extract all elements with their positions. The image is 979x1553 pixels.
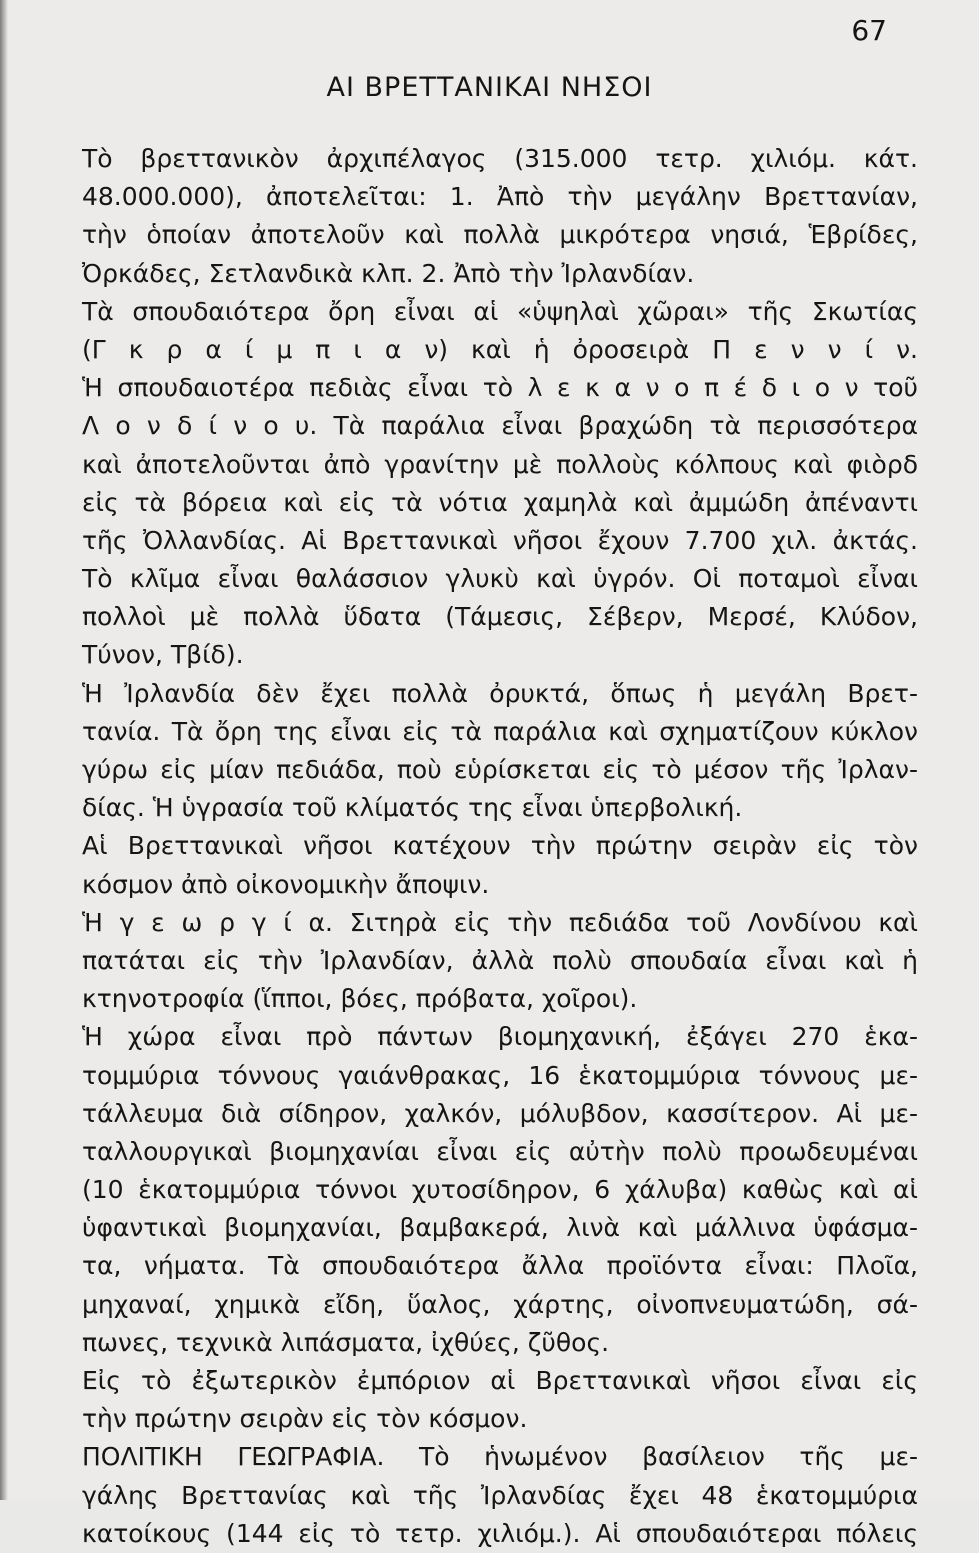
text-line: κόσμον ἀπὸ οἰκονομικὴν ἄποψιν. [82, 869, 490, 899]
text-line: τανία. Τὰ ὄρη της εἶναι εἰς τὰ παράλια καὶ σχηματίζουν κύκλον [82, 716, 918, 746]
text-line: τάλλευμα διὰ σίδηρον, χαλκόν, μόλυβδον, κασσίτερον. Αἱ με- [82, 1098, 918, 1128]
text-line: Τὸ βρεττανικὸν ἀρχιπέλαγος (315.000 τετρ. χιλιόμ. κάτ. [82, 144, 918, 173]
text-line: πολλοὶ μὲ πολλὰ ὕδατα (Τάμεσις, Σέβερν, Μερσέ, Κλύδον, [82, 602, 918, 632]
page-number: 67 [851, 14, 887, 47]
text-line: ὑφαντικαὶ βιομηχανίαι, βαμβακερά, λινὰ καὶ μάλλινα ὑφάσμα- [82, 1213, 918, 1243]
text-line: γάλης Βρεττανίας καὶ τῆς Ἰρλανδίας ἔχει 48 ἑκατομμύρια [82, 1480, 918, 1510]
page-edge-shadow [0, 0, 8, 1500]
text-line: τομμύρια τόννους γαιάνθρακας, 16 ἑκατομμύρια τόννους με- [82, 1060, 918, 1090]
text-line: τὴν πρώτην σειρὰν εἰς τὸν κόσμον. [82, 1404, 528, 1434]
chapter-title: ΑΙ ΒΡΕΤΤΑΝΙΚΑΙ ΝΗΣΟΙ [326, 72, 653, 103]
text-line: Ἡ Ἰρλανδία δὲν ἔχει πολλὰ ὀρυκτά, ὅπως ἡ μεγάλη Βρετ- [82, 678, 918, 708]
text-line: Αἱ Βρεττανικαὶ νῆσοι κατέχουν τὴν πρώτην σειρὰν εἰς τὸν [82, 831, 918, 861]
text-line: Τύνον, Τβίδ). [82, 640, 244, 670]
text-line: τα, νήματα. Τὰ σπουδαιότερα ἄλλα προϊόντα εἶναι: Πλοῖα, [82, 1251, 918, 1281]
text-line: (10 ἑκατομμύρια τόννοι χυτοσίδηρον, 6 χάλυβα) καθὼς καὶ αἱ [82, 1175, 918, 1205]
text-line: Ἡ γ ε ω ρ γ ί α. Σιτηρὰ εἰς τὴν πεδιάδα τοῦ Λονδίνου καὶ [82, 907, 918, 937]
text-line: μηχαναί, χημικὰ εἴδη, ὕαλος, χάρτης, οἰνοπνευματώδη, σά- [82, 1289, 918, 1319]
text-line: γύρω εἰς μίαν πεδιάδα, ποὺ εὑρίσκεται εἰς τὸ μέσον τῆς Ἰρλαν- [82, 755, 918, 784]
text-line: Τὸ κλῖμα εἶναι θαλάσσιον γλυκὺ καὶ ὑγρόν. Οἱ ποταμοὶ εἶναι [82, 564, 918, 594]
body-text [82, 140, 918, 1553]
text-line: (Γ κ ρ α ί μ π ι α ν) καὶ ἡ ὀροσειρὰ Π ε ν ν ί ν. [82, 334, 918, 364]
text-line: 48.000.000), ἀποτελεῖται: 1. Ἀπὸ τὴν μεγάλην Βρεττανίαν, [82, 182, 918, 212]
text-line: πωνες, τεχνικὰ λιπάσματα, ἰχθύες, ζῦθος. [82, 1327, 610, 1357]
text-line: τῆς Ὀλλανδίας. Αἱ Βρεττανικαὶ νῆσοι ἔχουν 7.700 χιλ. ἀκτάς. [82, 525, 918, 555]
text-line: Ἡ σπουδαιοτέρα πεδιὰς εἶναι τὸ λ ε κ α ν ο π έ δ ι ο ν τοῦ [82, 373, 918, 403]
text-line: εἰς τὰ βόρεια καὶ εἰς τὰ νότια χαμηλὰ καὶ ἀμμώδη ἀπέναντι [82, 487, 918, 517]
text-line: πατάται εἰς τὴν Ἰρλανδίαν, ἀλλὰ πολὺ σπουδαία εἶναι καὶ ἡ [82, 945, 918, 975]
text-line: ταλλουργικαὶ βιομηχανίαι εἶναι εἰς αὐτὴν πολὺ προωδευμέναι [82, 1136, 918, 1166]
text-line: τὴν ὁποίαν ἀποτελοῦν καὶ πολλὰ μικρότερα νησιά, Ἑβρίδες, [82, 220, 918, 250]
text-line: Εἰς τὸ ἐξωτερικὸν ἐμπόριον αἱ Βρεττανικαὶ νῆσοι εἶναι εἰς [82, 1366, 918, 1395]
text-line: καὶ ἀποτελοῦνται ἀπὸ γρανίτην μὲ πολλοὺς κόλπους καὶ φιὸρδ [82, 449, 918, 479]
text-line: Ἡ χώρα εἶναι πρὸ πάντων βιομηχανική, ἐξάγει 270 ἑκα- [82, 1022, 918, 1052]
text-line: Λ ο ν δ ί ν ο υ. Τὰ παράλια εἶναι βραχώδη τὰ περισσότερα [82, 411, 918, 441]
text-line: Ὀρκάδες, Σετλανδικὰ κλπ. 2. Ἀπὸ τὴν Ἰρλανδίαν. [82, 258, 695, 288]
text-line: Τὰ σπουδαιότερα ὄρη εἶναι αἱ «ὑψηλαὶ χῶραι» τῆς Σκωτίας [82, 296, 918, 326]
text-line: κατοίκους (144 εἰς τὸ τετρ. χιλιόμ.). Αἱ σπουδαιότεραι πόλεις [82, 1518, 918, 1548]
text-line: κτηνοτροφία (ἵπποι, βόες, πρόβατα, χοῖροι). [82, 984, 638, 1014]
text-line: δίας. Ἡ ὑγρασία τοῦ κλίματός της εἶναι ὑπερβολική. [82, 793, 743, 823]
text-line: ΠΟΛΙΤΙΚΗ ΓΕΩΓΡΑΦΙΑ. Τὸ ἡνωμένον βασίλειον τῆς με- [82, 1442, 918, 1472]
